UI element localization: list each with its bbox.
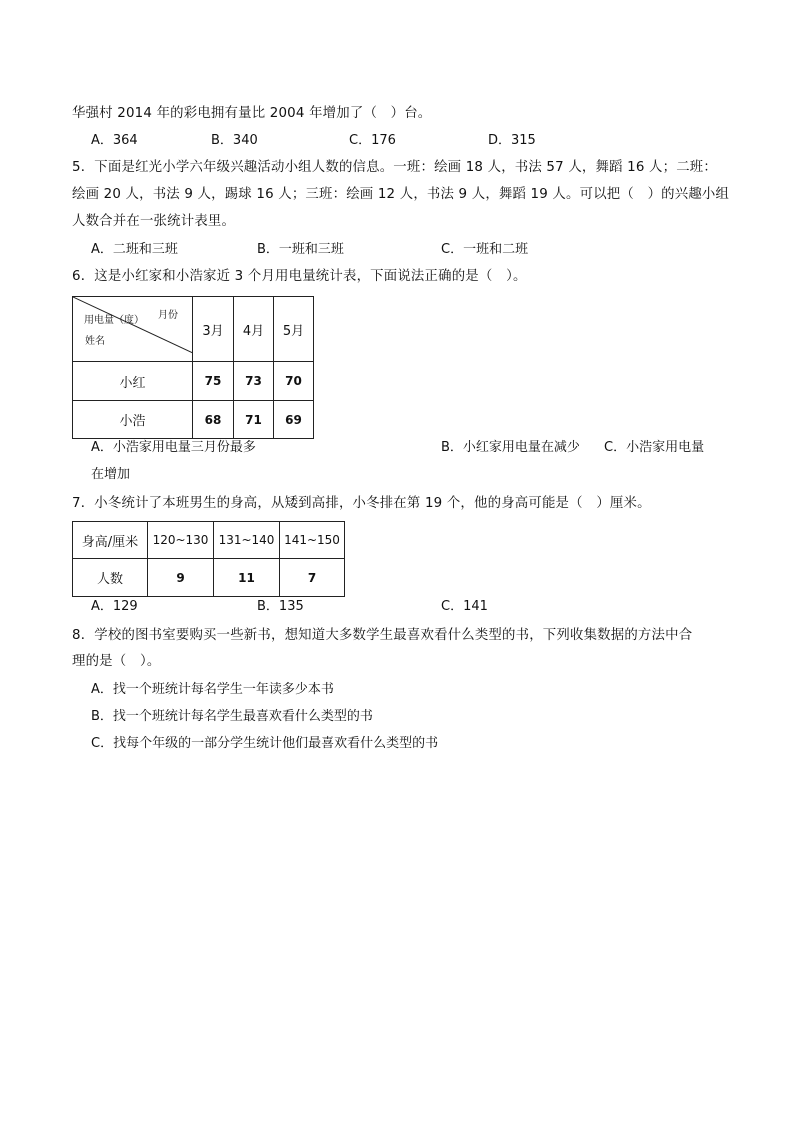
q7-count: 7 (280, 559, 345, 597)
q6-stem: 6．这是小红家和小浩家近 3 个月用电量统计表，下面说法正确的是（ ）。 (72, 269, 527, 284)
q8-option-a[interactable]: A．找一个班统计每名学生一年读多少本书 (91, 682, 334, 697)
q6-header-month: 月份 (158, 310, 178, 321)
q8-option-b[interactable]: B．找一个班统计每名学生最喜欢看什么类型的书 (91, 709, 373, 724)
q5-option-c[interactable]: C．一班和二班 (441, 242, 529, 257)
table-row (73, 522, 345, 559)
q5-stem-line-1: 5．下面是红光小学六年级兴趣活动小组人数的信息。一班：绘画 18 人，书法 57 人，舞蹈 16 人；二班： (72, 160, 717, 175)
q5-option-a[interactable]: A．二班和三班 (91, 242, 178, 257)
table-row (73, 401, 314, 439)
q6-row-name: 小浩 (73, 401, 193, 439)
q8-stem-line-1: 8．学校的图书室要购买一些新书，想知道大多数学生最喜欢看什么类型的书，下列收集数据的方法中合 (72, 628, 693, 643)
q5-stem-line-2: 绘画 20 人，书法 9 人，踢球 16 人；三班：绘画 12 人，书法 9 人，舞蹈 19 人。可以把（ ）的兴趣小组 (72, 187, 730, 202)
q5-option-b[interactable]: B．一班和三班 (257, 242, 344, 257)
q7-count: 9 (148, 559, 214, 597)
q6-col-april: 4月 (234, 297, 274, 362)
q7-option-b[interactable]: B．135 (257, 599, 304, 614)
q7-range: 120~130 (148, 522, 214, 559)
q5-stem-line-3: 人数合并在一张统计表里。 (72, 214, 236, 229)
table-row (73, 559, 345, 597)
q4-stem: 华强村 2014 年的彩电拥有量比 2004 年增加了（ ）台。 (72, 106, 432, 121)
q4-option-a[interactable]: A．364 (91, 133, 138, 148)
q7-option-a[interactable]: A．129 (91, 599, 138, 614)
q7-header-label: 身高/厘米 (73, 522, 148, 559)
q7-count: 11 (214, 559, 280, 597)
q7-stem: 7．小冬统计了本班男生的身高，从矮到高排，小冬排在第 19 个，他的身高可能是（ ）厘米。 (72, 496, 651, 511)
q7-range: 141~150 (280, 522, 345, 559)
q6-col-may: 5月 (274, 297, 314, 362)
q6-header-diagonal-cell (73, 297, 193, 362)
q8-option-c[interactable]: C．找每个年级的一部分学生统计他们最喜欢看什么类型的书 (91, 736, 439, 751)
q6-cell: 73 (234, 362, 274, 401)
q7-option-c[interactable]: C．141 (441, 599, 488, 614)
q6-option-a[interactable]: A．小浩家用电量三月份最多 (91, 440, 256, 455)
q4-option-d[interactable]: D．315 (488, 133, 536, 148)
q7-height-table (72, 521, 345, 597)
q6-row-name: 小红 (73, 362, 193, 401)
q6-cell: 68 (193, 401, 234, 439)
q6-col-march: 3月 (193, 297, 234, 362)
q6-cell: 71 (234, 401, 274, 439)
q6-electricity-table (72, 296, 314, 439)
table-row (73, 362, 314, 401)
q6-option-c-continued: 在增加 (91, 467, 131, 482)
q8-stem-line-2: 理的是（ ）。 (72, 654, 161, 669)
q6-cell: 75 (193, 362, 234, 401)
q7-row-label: 人数 (73, 559, 148, 597)
q6-option-c[interactable]: C．小浩家用电量 (604, 440, 705, 455)
q4-option-c[interactable]: C．176 (349, 133, 396, 148)
q6-option-b[interactable]: B．小红家用电量在减少 (441, 440, 580, 455)
q4-option-b[interactable]: B．340 (211, 133, 258, 148)
q6-header-name: 姓名 (85, 336, 105, 347)
q6-cell: 69 (274, 401, 314, 439)
q6-header-usage: 用电量（度） (84, 315, 144, 326)
q6-cell: 70 (274, 362, 314, 401)
q7-range: 131~140 (214, 522, 280, 559)
